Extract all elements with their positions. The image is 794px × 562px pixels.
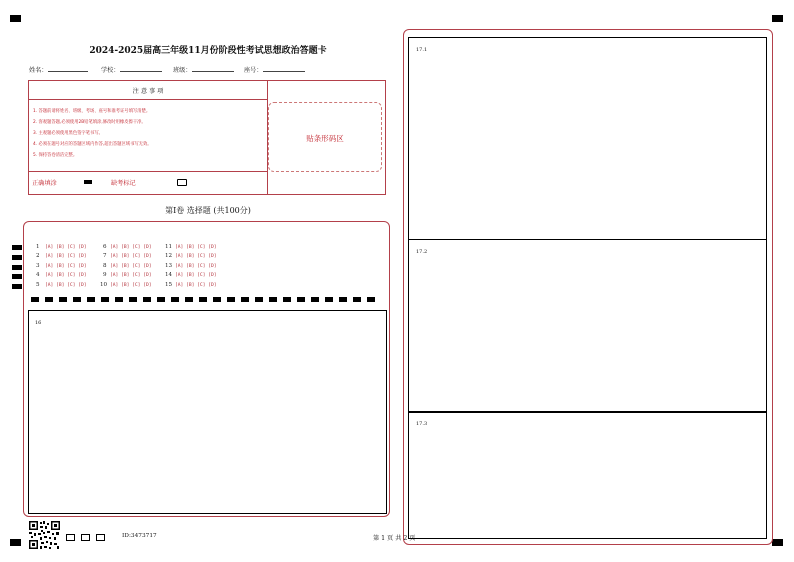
- question-number: 3: [36, 263, 40, 269]
- question-number: 7: [103, 253, 107, 259]
- notice-box: [28, 80, 268, 195]
- timing-mark: [12, 265, 22, 270]
- correct-fill-label: 正确填涂: [32, 180, 57, 187]
- timing-dash: [213, 297, 221, 302]
- question-number: 14: [165, 272, 173, 278]
- barcode-label: 贴条形码区: [306, 134, 344, 143]
- notice-rule: 4. 必须在题号对应的答题区域内作答,超出答题区域书写无效。: [33, 142, 152, 147]
- timing-dash: [73, 297, 81, 302]
- answer-options[interactable]: [A] [B] [C] [D]: [45, 254, 87, 259]
- footer-checkbox[interactable]: [96, 534, 105, 541]
- timing-dash: [87, 297, 95, 302]
- question-number: 11: [165, 244, 173, 250]
- answer-box-17-2[interactable]: [408, 239, 767, 413]
- answer-options[interactable]: [A] [B] [C] [D]: [45, 264, 87, 269]
- timing-dash: [31, 297, 39, 302]
- answer-options[interactable]: [A] [B] [C] [D]: [110, 283, 152, 288]
- notice-title: 注 意 事 项: [132, 88, 164, 95]
- answer-box-17-1[interactable]: [408, 37, 767, 240]
- barcode-dashed-area: [268, 102, 382, 172]
- footer-checkbox[interactable]: [66, 534, 75, 541]
- timing-mark: [12, 245, 22, 250]
- answer-options[interactable]: [A] [B] [C] [D]: [110, 273, 152, 278]
- page-number: 第 1 页 共 2 页: [373, 535, 416, 542]
- answer-box-17-3[interactable]: [408, 411, 767, 539]
- answer-options[interactable]: [A] [B] [C] [D]: [175, 283, 217, 288]
- notice-rule: 3. 主观题必须使用黑色签字笔书写。: [33, 131, 103, 136]
- answer-options[interactable]: [A] [B] [C] [D]: [45, 283, 87, 288]
- timing-dash: [129, 297, 137, 302]
- answer-options[interactable]: [A] [B] [C] [D]: [175, 273, 217, 278]
- answer-options[interactable]: [A] [B] [C] [D]: [110, 254, 152, 259]
- absent-label: 缺考标记: [111, 180, 136, 187]
- timing-mark: [12, 274, 22, 279]
- document-id: ID:3473717: [122, 533, 157, 539]
- answer-options[interactable]: [A] [B] [C] [D]: [175, 254, 217, 259]
- question-number: 10: [100, 282, 108, 288]
- notice-rule: 5. 保持答卷清洁完整。: [33, 153, 78, 158]
- answer-options[interactable]: [A] [B] [C] [D]: [45, 273, 87, 278]
- name-label: 姓名：: [29, 67, 48, 74]
- answer-options[interactable]: [A] [B] [C] [D]: [110, 245, 152, 250]
- correct-fill-sample: [84, 180, 92, 184]
- question-number: 8: [103, 263, 107, 269]
- school-field[interactable]: [101, 65, 162, 74]
- page-title: 2024-2025届高三年级11月份阶段性考试思想政治答题卡: [89, 46, 327, 56]
- timing-dash: [325, 297, 333, 302]
- timing-dash: [339, 297, 347, 302]
- question-number: 2: [36, 253, 40, 259]
- qr-code: [29, 521, 60, 549]
- timing-dash: [227, 297, 235, 302]
- seat-label: 座号：: [244, 67, 263, 74]
- absent-checkbox[interactable]: [177, 179, 187, 186]
- answer-options[interactable]: [A] [B] [C] [D]: [175, 264, 217, 269]
- notice-rule: 1. 答题前请将姓名、班级、考场、座号和准考证号填写清楚。: [33, 109, 151, 114]
- answer-options[interactable]: [A] [B] [C] [D]: [110, 264, 152, 269]
- section1-title: 第Ⅰ卷 选择题 (共100分): [165, 206, 251, 215]
- answer-box-16[interactable]: [28, 310, 387, 514]
- timing-dash: [367, 297, 375, 302]
- corner-mark-top-right: [772, 15, 783, 22]
- timing-dash: [115, 297, 123, 302]
- timing-dash: [353, 297, 361, 302]
- timing-dash: [311, 297, 319, 302]
- question-number: 4: [36, 272, 40, 278]
- question-number: 6: [103, 244, 107, 250]
- question-number: 5: [36, 282, 40, 288]
- timing-dash: [171, 297, 179, 302]
- timing-dash: [255, 297, 263, 302]
- question-number: 12: [165, 253, 173, 259]
- answer-options[interactable]: [A] [B] [C] [D]: [175, 245, 217, 250]
- barcode-area-box: [266, 80, 386, 195]
- timing-dash: [241, 297, 249, 302]
- corner-mark-bottom-left: [10, 539, 21, 546]
- seat-field[interactable]: [244, 65, 305, 74]
- timing-dash: [59, 297, 67, 302]
- timing-dash: [101, 297, 109, 302]
- timing-dash: [283, 297, 291, 302]
- timing-dash: [297, 297, 305, 302]
- answer-box-number: 17.2: [416, 249, 428, 255]
- timing-mark: [12, 284, 22, 289]
- answer-box-number: 17.3: [416, 421, 428, 427]
- class-field[interactable]: [173, 65, 234, 74]
- timing-dash: [185, 297, 193, 302]
- notice-divider: [29, 171, 267, 172]
- answer-box-number: 17.1: [416, 47, 428, 53]
- timing-dash: [199, 297, 207, 302]
- corner-mark-top-left: [10, 15, 21, 22]
- question-number: 15: [165, 282, 173, 288]
- question-number: 9: [103, 272, 107, 278]
- answer-box-number: 16: [35, 320, 42, 326]
- answer-options[interactable]: [A] [B] [C] [D]: [45, 245, 87, 250]
- class-label: 班级：: [173, 67, 192, 74]
- timing-dash: [269, 297, 277, 302]
- timing-dash: [45, 297, 53, 302]
- timing-dash: [157, 297, 165, 302]
- notice-rule: 2. 客观题答题,必须使用2B铅笔填涂,修改时用橡皮擦干净。: [33, 120, 146, 125]
- timing-mark: [12, 255, 22, 260]
- footer-checkbox[interactable]: [81, 534, 90, 541]
- school-label: 学校：: [101, 67, 120, 74]
- question-number: 1: [36, 244, 40, 250]
- timing-dash: [143, 297, 151, 302]
- corner-mark-bottom-right: [772, 539, 783, 546]
- notice-divider: [29, 99, 267, 100]
- name-field[interactable]: [29, 65, 88, 74]
- question-number: 13: [165, 263, 173, 269]
